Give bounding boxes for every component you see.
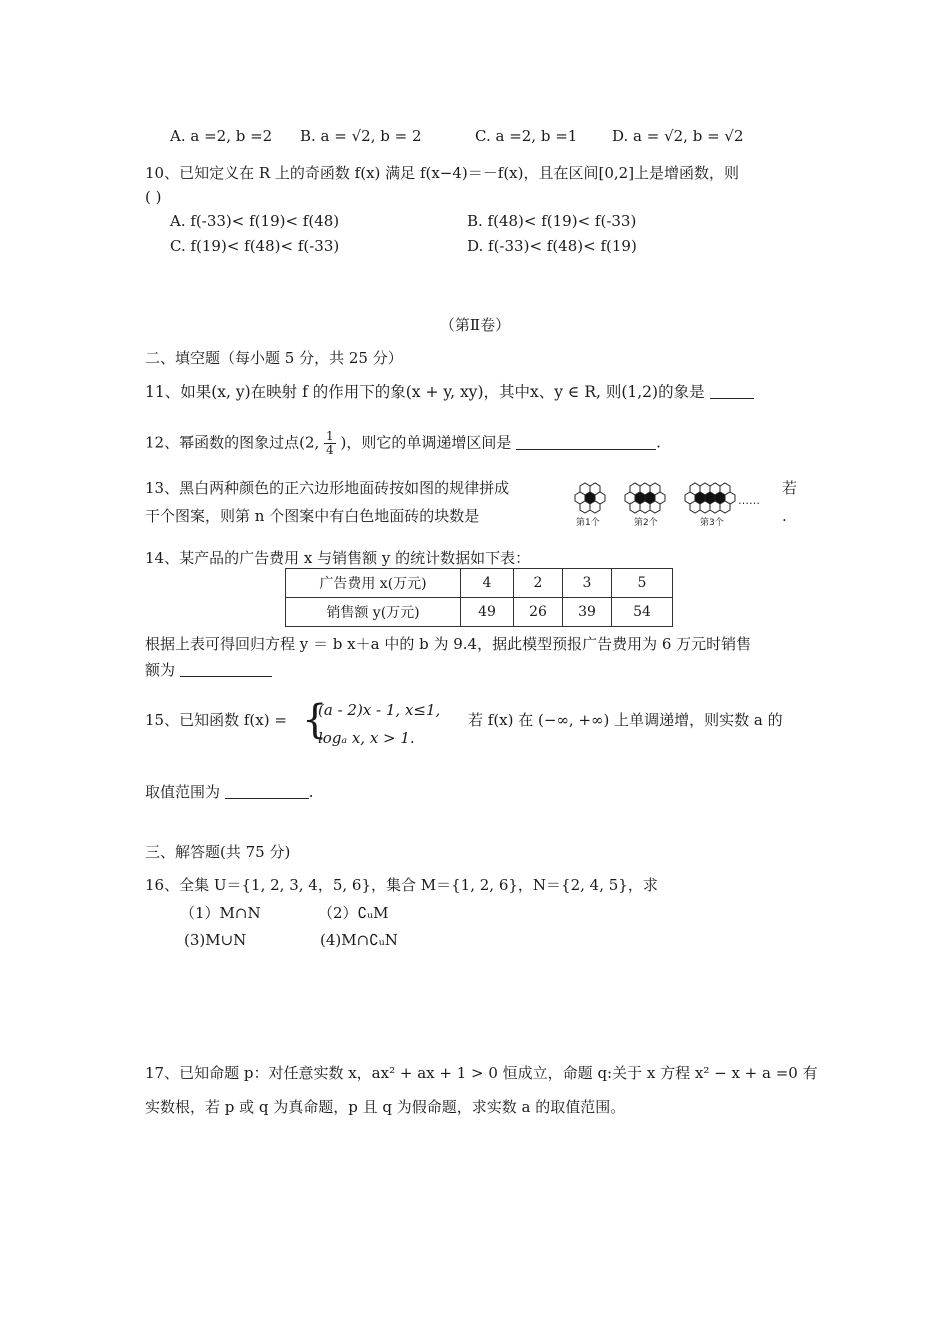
q11-text — [145, 382, 754, 402]
q15-pre: 15、已知函数 f(x) = — [145, 711, 287, 729]
hex-ellipsis: …… — [738, 494, 760, 507]
q9-option-b: B. a = √2, b = 2 — [300, 127, 422, 145]
q13-end-mark: . — [782, 507, 787, 525]
q12-text: 12、幂函数的图象过点(2, $\frac{1}{4}$ )，则它的单调递增区间是 . — [145, 429, 661, 457]
section2-title: 二、填空题（每小题 5 分，共 25 分） — [145, 349, 403, 367]
table-cell: 5 — [612, 569, 673, 598]
table-cell: 销售额 y(万元) — [286, 598, 461, 627]
q10-option-c: C. f(19)< f(48)< f(-33) — [170, 237, 340, 255]
q9-option-d: D. a = √2, b = √2 — [612, 127, 744, 145]
hex-label-3: 第3个 — [700, 518, 724, 528]
q10-paren: ( ) — [145, 188, 162, 206]
table-cell: 广告费用 x(万元) — [286, 569, 461, 598]
q16-part3: (3)M∪N — [184, 931, 247, 949]
q10-option-b: B. f(48)< f(19)< f(-33) — [467, 212, 637, 230]
hex-pattern-2 — [625, 483, 665, 513]
part2-title: （第Ⅱ卷） — [439, 316, 511, 334]
q14-after2: 额为 — [145, 661, 176, 679]
q11-stem: 11、如果(x, y)在映射 f 的作用下的象(x + y, xy)，其中x、y ∈ R, 则(1,2)的象是 — [145, 383, 705, 401]
table-cell: 3 — [563, 569, 612, 598]
table-cell: 54 — [612, 598, 673, 627]
q15-post: 若 f(x) 在 (−∞, +∞) 上单调递增，则实数 a 的 — [468, 711, 783, 729]
q13-line1: 13、黑白两种颜色的正六边形地面砖按如图的规律拼成 — [145, 479, 510, 497]
q12-fraction — [324, 430, 336, 457]
q15-line2-text: 取值范围为 — [145, 783, 221, 801]
table-row — [286, 598, 673, 627]
q12-post: )，则它的单调递增区间是 — [340, 433, 512, 452]
table-cell: 49 — [461, 598, 514, 627]
q17-line1: 17、已知命题 p：对任意实数 x，ax² + ax + 1 > 0 恒成立，命题 q:关于 x 方程 x² − x + a =0 有 — [145, 1064, 818, 1082]
q17-line2: 实数根，若 p 或 q 为真命题，p 且 q 为假命题，求实数 a 的取值范围。 — [145, 1098, 626, 1116]
q14-answer-blank — [180, 660, 272, 677]
q15-line2: 取值范围为 . — [145, 783, 314, 801]
q13-line2: 干个图案，则第 n 个图案中有白色地面砖的块数是 — [145, 507, 480, 525]
table-cell: 2 — [514, 569, 563, 598]
q11-answer-blank — [710, 382, 754, 399]
q10-option-d: D. f(-33)< f(48)< f(19) — [467, 237, 637, 255]
hex-pattern-3 — [685, 483, 735, 513]
q13-line1-tail: 若 — [782, 479, 798, 497]
q10-option-a: A. f(-33)< f(19)< f(48) — [170, 212, 340, 230]
hex-label-1: 第1个 — [576, 518, 600, 528]
ad-sales-table — [285, 568, 673, 627]
q14-stem: 14、某产品的广告费用 x 与销售额 y 的统计数据如下表： — [145, 549, 531, 567]
hexagon-tile-figure — [570, 482, 780, 528]
table-cell: 39 — [563, 598, 612, 627]
q16-part4: (4)M∩∁ᵤN — [320, 931, 398, 949]
table-cell: 4 — [461, 569, 514, 598]
q12-fraction-numerator: 1 — [326, 429, 334, 443]
section3-title: 三、解答题(共 75 分) — [145, 843, 291, 861]
q16-part2: （2）∁ᵤM — [318, 904, 389, 922]
q14-after1: 根据上表可得回归方程 y ＝ b x＋a 中的 b 为 9.4，据此模型预报广告费用为 6 万元时销售 — [145, 635, 752, 653]
q12-fraction-denominator: 4 — [326, 443, 334, 457]
table-cell: 26 — [514, 598, 563, 627]
q15-brace: { — [302, 697, 328, 743]
q14-after2-line — [145, 660, 272, 680]
q9-option-c: C. a =2, b =1 — [475, 127, 578, 145]
hex-label-2: 第2个 — [634, 518, 658, 528]
q15-case1: (a - 2)x - 1, x≤1, — [318, 701, 441, 719]
q9-option-a: A. a =2, b =2 — [170, 127, 273, 145]
q15-case2: logₐ x, x > 1. — [318, 729, 415, 747]
table-row — [286, 569, 673, 598]
q10-stem: 10、已知定义在 R 上的奇函数 f(x) 满足 f(x−4)＝－f(x)，且在区间[0,2]上是增函数，则 — [145, 164, 740, 182]
hex-pattern-1 — [575, 483, 605, 513]
q15-answer-blank — [225, 782, 309, 799]
q16-part1: （1）M∩N — [180, 904, 261, 922]
q12-answer-blank — [516, 433, 656, 450]
q12-pre: 12、幂函数的图象过点(2, — [145, 433, 320, 452]
q16-stem: 16、全集 U＝{1, 2, 3, 4，5, 6}，集合 M＝{1, 2, 6}，N＝{2, 4, 5}，求 — [145, 876, 658, 894]
